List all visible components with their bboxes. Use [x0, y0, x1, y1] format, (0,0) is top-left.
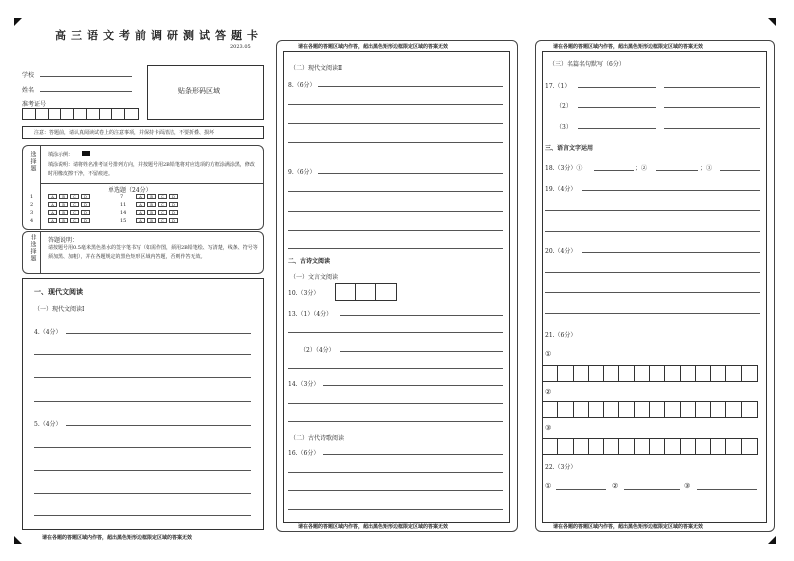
q13-1-line-2[interactable]: [288, 332, 503, 333]
q4-option-d[interactable]: D: [81, 218, 90, 223]
q13-2-line-2[interactable]: [288, 368, 503, 369]
q22-blank-2[interactable]: [624, 489, 680, 490]
q11-option-b[interactable]: B: [147, 202, 156, 207]
sub2-title: （二）现代文阅读Ⅱ: [290, 65, 343, 72]
corner-mark-bl: [14, 536, 22, 544]
q1-option-d[interactable]: D: [81, 194, 90, 199]
q9-label: 9.（6分）: [288, 169, 316, 176]
q14-option-c[interactable]: C: [158, 210, 167, 215]
section2-title: 二、古诗文阅读: [288, 258, 331, 265]
q14-option-a[interactable]: A: [136, 210, 145, 215]
q20-line-2[interactable]: [545, 272, 760, 273]
mc-question-number: 4: [30, 218, 34, 224]
corner-mark-tr: [768, 18, 776, 26]
q18-blank-3[interactable]: [720, 170, 760, 171]
section1-title: 一、现代文阅读: [34, 287, 83, 296]
q4-label: 4.（4分）: [34, 329, 62, 336]
col1-footer: 请在各题的答题区域内作答，超出黑色矩形边框限定区域的答案无效: [42, 535, 193, 541]
mc-question-number: 15: [120, 218, 127, 224]
q17-1-label: 17.（1）: [545, 83, 571, 90]
q14-line-3[interactable]: [288, 421, 503, 422]
q4-line-1[interactable]: [66, 333, 251, 334]
q3-option-c[interactable]: C: [70, 210, 79, 215]
q17-3-line-b[interactable]: [664, 128, 760, 129]
mc-question-number: 11: [120, 202, 127, 208]
q8-label: 8.（6分）: [288, 82, 316, 89]
mc-row: [30, 193, 260, 201]
q15-option-b[interactable]: B: [147, 218, 156, 223]
q11-option-d[interactable]: D: [169, 202, 178, 207]
mc-question-number: 2: [30, 202, 34, 208]
q10-label: 10.（3分）: [288, 290, 320, 297]
q1-option-a[interactable]: A: [48, 194, 57, 199]
q10-answer-boxes[interactable]: [335, 283, 397, 301]
answer-note-title: 答题说明：: [48, 237, 79, 244]
sub1-title: （一）现代文阅读Ⅰ: [34, 306, 85, 313]
q17-3-label: （3）: [556, 124, 572, 131]
q8-line-3[interactable]: [288, 123, 503, 124]
q22-mark-1: ①: [545, 482, 552, 490]
q13-1-line-1[interactable]: [340, 315, 503, 316]
q2-option-d[interactable]: D: [81, 202, 90, 207]
q18-sep-2: ；②: [635, 165, 648, 172]
q20-line-1[interactable]: [582, 252, 760, 253]
q3-option-a[interactable]: A: [48, 210, 57, 215]
school-field[interactable]: [40, 76, 132, 77]
notice-text: 注意：答题前，请认真阅读试卷上的注意事项，并保持卡面清洁，不要折叠、损坏: [34, 130, 215, 136]
q14-line-2[interactable]: [288, 403, 503, 404]
q16-line-2[interactable]: [288, 472, 503, 473]
mc-row: [30, 217, 260, 225]
choice-side-label: 选择题: [29, 151, 36, 172]
q4-option-c[interactable]: C: [70, 218, 79, 223]
q19-label: 19.（4分）: [545, 186, 577, 193]
q21-grid-1[interactable]: [542, 365, 758, 382]
col2-header: 请在各题的答题区域内作答，超出黑色矩形边框限定区域的答案无效: [298, 44, 449, 50]
q9-line-4[interactable]: [288, 230, 503, 231]
mc-grid: [30, 193, 260, 225]
q9-line-5[interactable]: [288, 248, 503, 249]
q9-line-2[interactable]: [288, 191, 503, 192]
q16-label: 16.（6分）: [288, 450, 320, 457]
q7-option-d[interactable]: D: [169, 194, 178, 199]
q15-option-a[interactable]: A: [136, 218, 145, 223]
q16-line-3[interactable]: [288, 490, 503, 491]
q17-2-line-a[interactable]: [578, 107, 656, 108]
q5-line-5[interactable]: [34, 515, 251, 516]
q21-mark-1: ①: [545, 350, 552, 358]
filled-box-example: [82, 151, 90, 156]
q11-option-a[interactable]: A: [136, 202, 145, 207]
q17-3-line-a[interactable]: [578, 128, 656, 129]
fill-example-label: 填涂示例：: [48, 152, 74, 158]
sub3-title: （一）文言文阅读: [290, 274, 339, 281]
q22-mark-2: ②: [612, 482, 619, 490]
q4-line-4[interactable]: [34, 401, 251, 402]
q14-option-d[interactable]: D: [169, 210, 178, 215]
nonchoice-side-label: 非选择题: [29, 234, 36, 262]
q14-line-1[interactable]: [323, 385, 503, 386]
q5-line-2[interactable]: [34, 447, 251, 448]
q21-mark-2: ②: [545, 388, 552, 396]
sub4-title: （二）古代诗歌阅读: [290, 435, 345, 442]
q9-line-3[interactable]: [288, 211, 503, 212]
school-label: 学校: [22, 72, 35, 79]
q13-1-label: 13.（1）（4分）: [288, 311, 333, 318]
mc-row: [30, 209, 260, 217]
q4-option-a[interactable]: A: [48, 218, 57, 223]
q8-line-1[interactable]: [318, 86, 503, 87]
mc-question-number: 14: [120, 210, 127, 216]
mc-question-number: 1: [30, 194, 34, 200]
q17-1-line-a[interactable]: [578, 87, 656, 88]
q21-mark-3: ③: [545, 424, 552, 432]
q11-option-c[interactable]: C: [158, 202, 167, 207]
q22-label: 22.（3分）: [545, 464, 577, 471]
q7-option-c[interactable]: C: [158, 194, 167, 199]
fill-instructions: 填涂说明：请将姓名准考证号排列方向，并按题号用2B铅笔将对应选项的方框涂满涂黑，修改时用橡皮擦干净，不留痕迹。: [48, 162, 255, 177]
q17-2-label: （2）: [556, 103, 572, 110]
name-field[interactable]: [40, 91, 132, 92]
q21-label: 21.（6分）: [545, 332, 577, 339]
mc-title: 单选题（24分）: [108, 187, 152, 194]
corner-mark-tl: [14, 18, 22, 26]
q22-blank-3[interactable]: [697, 489, 757, 490]
q4-line-2[interactable]: [34, 354, 251, 355]
q20-line-3[interactable]: [545, 292, 760, 293]
q2-option-a[interactable]: A: [48, 202, 57, 207]
q5-line-1[interactable]: [66, 425, 251, 426]
exam-date: 2023.05: [230, 44, 251, 50]
q7-option-b[interactable]: B: [147, 194, 156, 199]
q16-line-4[interactable]: [288, 509, 503, 510]
q15-option-c[interactable]: C: [158, 218, 167, 223]
mc-question-number: 3: [30, 210, 34, 216]
q4-line-3[interactable]: [34, 377, 251, 378]
q19-line-1[interactable]: [582, 190, 760, 191]
q2-option-c[interactable]: C: [70, 202, 79, 207]
q18-blank-2[interactable]: [656, 170, 698, 171]
q22-blank-1[interactable]: [556, 489, 606, 490]
page-title: 高三语文考前调研测试答题卡: [55, 29, 263, 42]
mc-question-number: 7: [120, 194, 124, 200]
q19-line-3[interactable]: [545, 231, 760, 232]
mc-row: [30, 201, 260, 209]
exam-no-boxes[interactable]: [22, 108, 139, 120]
q1-option-c[interactable]: C: [70, 194, 79, 199]
col2-footer: 请在各题的答题区域内作答，超出黑色矩形边框限定区域的答案无效: [298, 524, 449, 530]
q20-label: 20.（4分）: [545, 248, 577, 255]
q2-option-b[interactable]: B: [59, 202, 68, 207]
q17-2-line-b[interactable]: [664, 107, 760, 108]
q3-option-b[interactable]: B: [59, 210, 68, 215]
q4-option-b[interactable]: B: [59, 218, 68, 223]
exam-no-label: 准考证号: [22, 101, 47, 108]
q17-1-line-b[interactable]: [664, 87, 760, 88]
q3-option-d[interactable]: D: [81, 210, 90, 215]
q18-blank-1[interactable]: [594, 170, 634, 171]
sub5-title: （三）名篇名句默写（6分）: [549, 61, 625, 68]
q18-label: 18.（3分）①: [545, 165, 583, 172]
q22-mark-3: ③: [684, 482, 691, 490]
q14-option-b[interactable]: B: [147, 210, 156, 215]
q8-line-4[interactable]: [288, 142, 503, 143]
corner-mark-br: [768, 536, 776, 544]
q21-grid-2[interactable]: [542, 401, 758, 418]
q19-line-2[interactable]: [545, 210, 760, 211]
q20-line-4[interactable]: [545, 313, 760, 314]
q5-label: 5.（4分）: [34, 421, 62, 428]
col3-footer: 请在各题的答题区域内作答，超出黑色矩形边框限定区域的答案无效: [553, 524, 704, 530]
q9-line-1[interactable]: [318, 173, 503, 174]
q15-option-d[interactable]: D: [169, 218, 178, 223]
q13-2-line-1[interactable]: [340, 351, 503, 352]
q16-line-1[interactable]: [323, 454, 503, 455]
q5-line-3[interactable]: [34, 470, 251, 471]
q13-2-label: （2）（4分）: [300, 347, 335, 354]
name-label: 姓名: [22, 87, 35, 94]
col3-header: 请在各题的答题区域内作答，超出黑色矩形边框限定区域的答案无效: [553, 44, 704, 50]
answer-note: 请按题号用0.5毫米黑色墨水的签字笔书写（如需作图，须用2B铅笔绘、写清楚，线条、符号等须加黑、加粗），并在各题规定的黑色矩形区域内答题，否则作答无效。: [48, 245, 258, 260]
q7-option-a[interactable]: A: [136, 194, 145, 199]
section3-title: 三、语言文字运用: [545, 145, 594, 152]
barcode-label: 贴条形码区域: [178, 87, 220, 95]
q14-label: 14.（3分）: [288, 381, 320, 388]
q8-line-2[interactable]: [288, 104, 503, 105]
q21-grid-3[interactable]: [542, 438, 758, 455]
q5-line-4[interactable]: [34, 493, 251, 494]
q1-option-b[interactable]: B: [59, 194, 68, 199]
q18-sep-3: ；③: [700, 165, 713, 172]
